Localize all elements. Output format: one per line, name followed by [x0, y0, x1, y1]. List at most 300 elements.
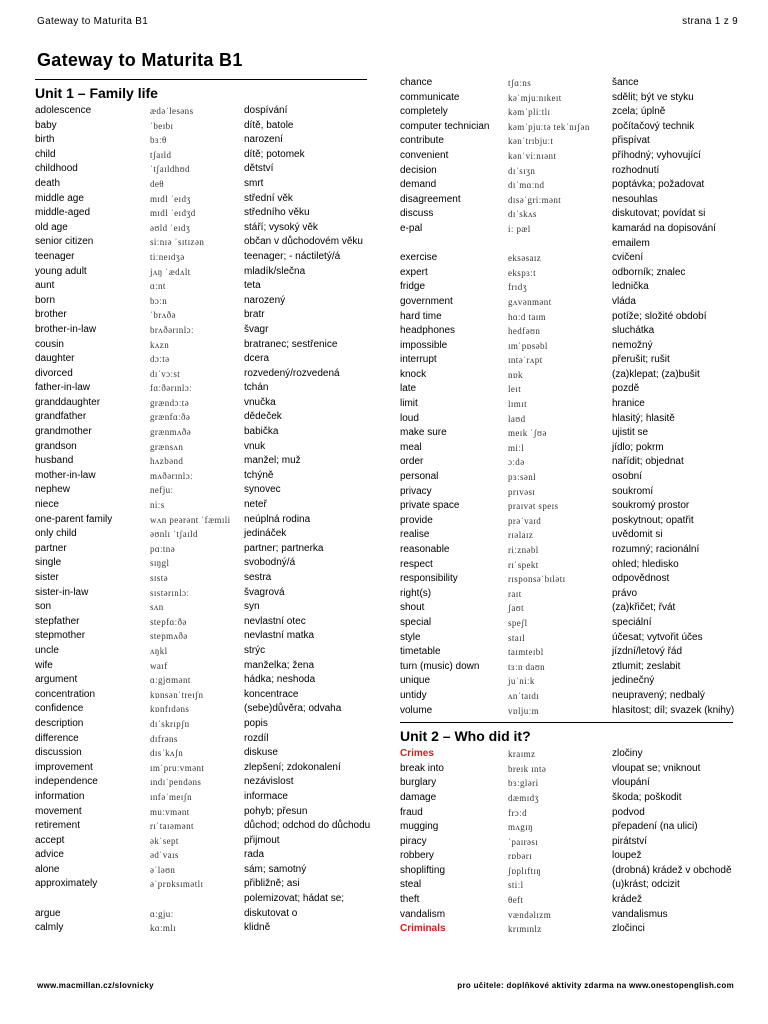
vocab-pronunciation: frɔːd	[508, 807, 527, 818]
vocab-pronunciation: lɪmɪt	[508, 399, 528, 410]
vocab-row	[35, 775, 405, 790]
vocab-pronunciation: dɪˈsɪʒn	[508, 165, 536, 176]
vocab-translation: zločiny	[612, 748, 643, 760]
vocab-row	[35, 892, 405, 907]
vocab-translation: neúplná rodina	[244, 513, 311, 525]
vocab-pronunciation: siːnɪə ˈsɪtɪzən	[150, 237, 205, 248]
vocab-row	[35, 323, 405, 338]
vocab-row	[400, 134, 735, 149]
vocab-row	[35, 732, 405, 747]
vocab-pronunciation: kʌzn	[150, 339, 170, 350]
vocab-pronunciation: ˈbrʌðə	[150, 310, 176, 321]
vocab-row	[35, 629, 405, 644]
vocab-translation: (u)krást; odcizit	[612, 879, 680, 891]
vocab-translation: vandalismus	[612, 908, 668, 920]
vocab-word: government	[400, 295, 453, 307]
vocab-pronunciation: hɑːd taɪm	[508, 311, 547, 322]
vocab-translation: hlasitost; díl; svazek (knihy)	[612, 704, 735, 716]
vocab-word: daughter	[35, 353, 75, 365]
vocab-word: shout	[400, 602, 425, 614]
vocab-pronunciation: muːvmənt	[150, 806, 190, 817]
vocab-row	[400, 368, 735, 383]
vocab-word: adolescence	[35, 105, 92, 116]
vocab-pronunciation: vɒljuːm	[508, 705, 540, 716]
vocab-row	[400, 149, 735, 164]
vocab-pronunciation: ɪmˈpɒsəbl	[508, 340, 548, 351]
vocab-row	[400, 295, 735, 310]
vocab-translation: soukromí	[612, 485, 654, 497]
vocab-pronunciation: ɑːnt	[150, 281, 166, 292]
vocab-row	[35, 454, 405, 469]
vocab-word: decision	[400, 164, 437, 176]
vocab-row	[400, 76, 735, 91]
vocab-translation: polemizovat; hádat se;	[244, 893, 345, 905]
vocab-row	[400, 864, 735, 879]
vocab-row	[400, 704, 735, 719]
vocab-translation: občan v důchodovém věku	[244, 236, 363, 248]
vocab-word: shoplifting	[400, 864, 446, 876]
vocab-word: improvement	[35, 761, 93, 773]
vocab-translation: ujistit se	[612, 427, 649, 439]
vocab-word: concentration	[35, 688, 96, 700]
vocab-word: stepmother	[35, 630, 86, 642]
vocab-word: make sure	[400, 427, 447, 439]
vocab-pronunciation: eksəsaɪz	[508, 253, 542, 264]
vocab-word: communicate	[400, 91, 460, 103]
vocab-pronunciation: kɑːmlɪ	[150, 923, 177, 934]
vocab-translation: diskutovat; povídat si	[612, 208, 706, 220]
vocab-pronunciation: ɪmˈpruːvmənt	[150, 762, 205, 773]
vocab-row	[35, 148, 405, 163]
vocab-pronunciation: mɪdl ˈeɪdʒd	[150, 208, 196, 219]
vocab-word: middle-aged	[35, 207, 91, 219]
vocab-translation: sestra	[244, 572, 272, 583]
vocab-translation: babička	[244, 426, 279, 438]
vocab-row	[35, 381, 405, 396]
unit-heading: Unit 1 – Family life	[35, 79, 367, 101]
vocab-pronunciation: dɪˈmɑːnd	[508, 180, 545, 191]
vocab-row	[35, 790, 405, 805]
vocab-pronunciation: dɪsəˈgriːmənt	[508, 194, 562, 205]
vocab-row	[400, 791, 735, 806]
vocab-row	[35, 542, 405, 557]
vocab-row	[35, 410, 405, 425]
vocab-word: confidence	[35, 703, 84, 715]
vocab-word: convenient	[400, 149, 449, 161]
vocab-translation: tchýně	[244, 469, 274, 481]
vocab-word: fraud	[400, 806, 423, 818]
vocab-translation: (drobná) krádež v obchodě	[612, 864, 732, 876]
vocab-pronunciation: nɒk	[508, 369, 523, 380]
vocab-translation: nemožný	[612, 339, 653, 351]
page-header-title: Gateway to Maturita B1	[37, 16, 149, 27]
vocab-row	[400, 105, 735, 120]
vocab-word: e-pal	[400, 222, 423, 234]
vocab-pronunciation: əʊld ˈeɪdʒ	[150, 222, 191, 233]
vocab-row	[35, 192, 405, 207]
vocab-translation: loupež	[612, 850, 642, 862]
vocab-row	[35, 133, 405, 148]
vocab-translation: popis	[244, 717, 268, 729]
vocab-word: private space	[400, 500, 460, 512]
vocab-row	[35, 688, 405, 703]
vocab-pronunciation: niːs	[150, 500, 165, 511]
vocab-pronunciation: ɑːgjuː	[150, 908, 174, 919]
vocab-word: accept	[35, 834, 65, 846]
vocab-pronunciation: kraɪmz	[508, 749, 536, 760]
vocab-row	[35, 440, 405, 455]
vocab-translation: rozhodnutí	[612, 164, 660, 176]
vocab-word: provide	[400, 514, 433, 526]
vocab-row	[35, 746, 405, 761]
vocab-translation: syn	[244, 601, 260, 613]
vocab-pronunciation: nefjuː	[150, 485, 174, 496]
vocab-pronunciation: dɪfrəns	[150, 733, 178, 744]
vocab-pronunciation: staɪl	[508, 632, 525, 643]
vocab-word: loud	[400, 412, 419, 424]
vocab-pronunciation: ˈbeɪbɪ	[150, 120, 174, 131]
vocab-translation: jedinečný	[612, 675, 655, 687]
vocab-translation: právo	[612, 587, 638, 599]
vocab-list	[400, 747, 735, 937]
vocab-pronunciation: raɪt	[508, 588, 522, 599]
vocab-translation: klidně	[244, 922, 271, 934]
vocab-word: interrupt	[400, 354, 437, 366]
vocab-pronunciation: prɪvəsɪ	[508, 486, 536, 497]
vocab-pronunciation: grænmʌðə	[150, 427, 192, 438]
vocab-word	[35, 892, 150, 907]
vocab-row	[35, 352, 405, 367]
vocab-word: privacy	[400, 485, 432, 497]
vocab-pronunciation: leɪt	[508, 384, 522, 395]
vocab-translation: vnučka	[244, 396, 276, 408]
vocab-pronunciation: kənˈtrɪbjuːt	[508, 136, 554, 147]
vocab-word: sister-in-law	[35, 586, 89, 598]
vocab-row	[400, 412, 735, 427]
vocab-word: movement	[35, 805, 82, 817]
vocab-row	[400, 485, 735, 500]
vocab-pronunciation: stiːl	[508, 880, 524, 891]
vocab-translation: (sebe)důvěra; odvaha	[244, 703, 342, 715]
vocab-translation: hlasitý; hlasitě	[612, 412, 675, 424]
vocab-translation: sluchátka	[612, 325, 655, 337]
vocab-word: order	[400, 456, 424, 468]
vocab-pronunciation: kəˈmjuːnɪkeɪt	[508, 92, 562, 103]
vocab-translation: pirátství	[612, 835, 648, 847]
vocab-pronunciation: dɪˈvɔːst	[150, 368, 181, 379]
vocab-word: Criminals	[400, 923, 446, 935]
vocab-word: Crimes	[400, 748, 434, 760]
vocab-word: steal	[400, 879, 422, 891]
footer-note: pro učitele: doplňkové aktivity zdarma na www.onestopenglish.com	[457, 981, 734, 990]
vocab-pronunciation: krɪmɪnlz	[508, 924, 542, 935]
vocab-pronunciation: əʊnlɪ ˈtʃaɪld	[150, 529, 198, 540]
vocab-word: aunt	[35, 280, 55, 292]
vocab-word: difference	[35, 732, 79, 744]
vocab-word: hard time	[400, 310, 442, 322]
vocab-word: fridge	[400, 281, 426, 293]
vocab-row	[400, 222, 735, 251]
vocab-row	[400, 353, 735, 368]
right-column	[400, 76, 735, 937]
vocab-row	[400, 91, 735, 106]
vocab-row	[35, 206, 405, 221]
vocab-row	[35, 177, 405, 192]
vocab-word: mugging	[400, 821, 439, 833]
vocab-pronunciation: rɒbərɪ	[508, 851, 533, 862]
vocab-row	[400, 543, 735, 558]
vocab-pronunciation: ˈtʃaɪldhʊd	[150, 164, 190, 175]
vocab-translation: střední věk	[244, 192, 293, 204]
vocab-pronunciation: waɪf	[150, 660, 168, 671]
vocab-row	[400, 251, 735, 266]
vocab-translation: důchod; odchod do důchodu	[244, 820, 371, 832]
vocab-list	[35, 104, 405, 936]
vocab-pronunciation: breɪk ɪntə	[508, 763, 547, 774]
vocab-translation: vloupat se; vniknout	[612, 762, 701, 774]
vocab-word: partner	[35, 542, 67, 554]
vocab-row	[35, 717, 405, 732]
vocab-row	[400, 558, 735, 573]
vocab-pronunciation: ɔːdə	[508, 457, 525, 468]
vocab-word: information	[35, 790, 85, 802]
vocab-word: realise	[400, 529, 430, 541]
vocab-pronunciation: pɜːsənl	[508, 472, 537, 483]
vocab-pronunciation: frɪdʒ	[508, 282, 527, 293]
vocab-translation: pozdě	[612, 383, 640, 395]
vocab-row	[35, 834, 405, 849]
vocab-translation: nevlastní matka	[244, 630, 315, 642]
vocab-word: child	[35, 148, 56, 160]
vocab-word: born	[35, 294, 56, 306]
vocab-row	[400, 776, 735, 791]
vocab-row	[400, 193, 735, 208]
vocab-translation: dítě, batole	[244, 119, 294, 131]
vocab-row	[400, 441, 735, 456]
vocab-pronunciation: əkˈsept	[150, 835, 179, 846]
vocab-translation: odpovědnost	[612, 573, 670, 585]
vocab-pronunciation: rɪsponsəˈbɪlətɪ	[508, 574, 566, 585]
vocab-word: late	[400, 383, 417, 395]
vocab-word: approximately	[35, 878, 98, 890]
vocab-pronunciation: dæmɪdʒ	[508, 792, 539, 803]
vocab-pronunciation: sʌn	[150, 602, 164, 613]
vocab-word: single	[35, 557, 62, 569]
vocab-row	[400, 631, 735, 646]
vocab-row	[400, 207, 735, 222]
vocab-word: turn (music) down	[400, 660, 480, 672]
vocab-row	[35, 877, 405, 892]
vocab-pronunciation: iː pæl	[508, 223, 531, 234]
vocab-row	[400, 426, 735, 441]
vocab-translation: přispívat	[612, 135, 650, 147]
vocab-pronunciation: ekspɜːt	[508, 267, 537, 278]
vocab-translation: uvědomit si	[612, 529, 663, 541]
vocab-translation: hádka; neshoda	[244, 674, 316, 686]
vocab-pronunciation: taɪmteɪbl	[508, 647, 544, 658]
vocab-translation: přerušit; rušit	[612, 354, 670, 366]
vocab-word: headphones	[400, 325, 456, 337]
vocab-pronunciation: tʃɑːns	[508, 78, 532, 88]
vocab-word: old age	[35, 221, 68, 233]
vocab-translation: cvičení	[612, 252, 644, 264]
vocab-word: expert	[400, 266, 428, 278]
vocab-translation: dospívání	[244, 105, 288, 116]
vocab-translation: sdělit; být ve styku	[612, 91, 694, 103]
vocab-translation: diskuse	[244, 747, 278, 759]
vocab-word: nephew	[35, 484, 71, 496]
vocab-word: middle age	[35, 192, 84, 204]
vocab-row	[35, 483, 405, 498]
vocab-translation: narozený	[244, 294, 286, 306]
vocab-translation: (za)křičet; řvát	[612, 602, 676, 614]
vocab-pronunciation: ɑːgjʊmənt	[150, 675, 191, 686]
vocab-word: theft	[400, 894, 420, 906]
vocab-word: independence	[35, 776, 98, 788]
vocab-word: demand	[400, 179, 437, 191]
vocab-word: father-in-law	[35, 382, 91, 394]
vocab-row	[35, 221, 405, 236]
vocab-word: contribute	[400, 135, 444, 147]
vocab-translation: nařídit; objednat	[612, 456, 684, 468]
vocab-pronunciation: stepfɑːðə	[150, 616, 187, 627]
vocab-pronunciation: dɔːtə	[150, 354, 170, 365]
vocab-row	[400, 310, 735, 325]
vocab-translation: potíže; složité období	[612, 310, 707, 322]
vocab-word: disagreement	[400, 193, 461, 205]
vocab-translation: škoda; poškodit	[612, 791, 682, 803]
vocab-row	[35, 600, 405, 615]
vocab-row	[400, 499, 735, 514]
vocab-translation: nezávislost	[244, 776, 294, 788]
vocab-list	[400, 76, 735, 718]
vocab-row	[35, 513, 405, 528]
vocab-translation: diskutovat o	[244, 907, 298, 919]
vocab-row	[35, 673, 405, 688]
vocab-row	[400, 572, 735, 587]
vocab-word: childhood	[35, 163, 78, 175]
vocab-translation: ztlumit; zeslabit	[612, 660, 681, 672]
vocab-word: brother	[35, 309, 67, 321]
vocab-word: brother-in-law	[35, 323, 97, 335]
vocab-translation: počítačový technik	[612, 120, 695, 132]
vocab-translation: vnuk	[244, 440, 266, 452]
vocab-word: husband	[35, 455, 74, 467]
vocab-translation: jídlo; pokrm	[612, 441, 664, 453]
vocab-row	[35, 338, 405, 353]
vocab-pronunciation: kɒnsənˈtreɪʃn	[150, 689, 204, 700]
vocab-pronunciation: prəˈvaɪd	[508, 515, 542, 526]
vocab-translation: lednička	[612, 281, 649, 293]
vocab-translation: dcera	[244, 353, 270, 365]
vocab-pronunciation	[150, 892, 244, 907]
vocab-translation: narození	[244, 134, 283, 146]
vocab-pronunciation: meɪk ˈʃʊə	[508, 428, 547, 439]
vocab-row	[35, 162, 405, 177]
vocab-row	[400, 878, 735, 893]
vocab-translation: strýc	[244, 644, 266, 656]
vocab-row	[35, 556, 405, 571]
vocab-translation: synovec	[244, 484, 281, 496]
vocab-word: birth	[35, 134, 55, 146]
vocab-translation: zločinci	[612, 923, 645, 935]
vocab-translation: speciální	[612, 616, 652, 628]
vocab-word: style	[400, 631, 421, 643]
vocab-row	[35, 498, 405, 513]
vocab-word: piracy	[400, 835, 427, 847]
vocab-word: exercise	[400, 252, 438, 264]
vocab-pronunciation: mʌðərɪnlɔː	[150, 470, 193, 481]
vocab-row	[35, 294, 405, 309]
vocab-pronunciation: ʃɒplɪftɪŋ	[508, 865, 542, 876]
unit-heading: Unit 2 – Who did it?	[400, 722, 733, 744]
vocab-word: grandmother	[35, 426, 92, 438]
vocab-row	[400, 514, 735, 529]
vocab-word: alone	[35, 863, 60, 875]
vocab-word: untidy	[400, 689, 427, 701]
vocab-pronunciation: vændəlɪzm	[508, 909, 552, 920]
vocab-row	[400, 762, 735, 777]
vocab-word: son	[35, 601, 52, 613]
vocab-row	[35, 235, 405, 250]
vocab-translation: kamarád na dopisování emailem	[612, 222, 716, 249]
vocab-row	[400, 164, 735, 179]
vocab-pronunciation: kɒnfɪdəns	[150, 704, 190, 715]
vocab-translation: vloupání	[612, 777, 650, 789]
vocab-word: retirement	[35, 820, 81, 832]
vocab-row	[35, 119, 405, 134]
vocab-word: niece	[35, 499, 59, 511]
vocab-row	[400, 849, 735, 864]
vocab-pronunciation: stepmʌðə	[150, 631, 188, 642]
vocab-row	[400, 908, 735, 923]
vocab-translation: krádež	[612, 894, 643, 906]
vocab-translation: nesouhlas	[612, 193, 658, 205]
vocab-translation: (za)klepat; (za)bušit	[612, 368, 700, 380]
vocab-row	[400, 674, 735, 689]
vocab-row	[400, 806, 735, 821]
vocab-pronunciation: laʊd	[508, 413, 526, 424]
vocab-word: impossible	[400, 339, 448, 351]
vocab-translation: soukromý prostor	[612, 500, 690, 512]
vocab-row	[400, 382, 735, 397]
vocab-translation: přijmout	[244, 834, 280, 846]
vocab-translation: švagrová	[244, 586, 285, 598]
vocab-translation: partner; partnerka	[244, 542, 324, 554]
vocab-translation: osobní	[612, 471, 643, 483]
vocab-word: unique	[400, 675, 431, 687]
vocab-translation: šance	[612, 77, 639, 88]
vocab-row	[35, 250, 405, 265]
vocab-word: limit	[400, 398, 418, 410]
vocab-word: calmly	[35, 922, 64, 934]
vocab-row	[35, 805, 405, 820]
vocab-row	[35, 367, 405, 382]
vocab-pronunciation: əˈprɒksɪmətlɪ	[150, 879, 204, 890]
vocab-pronunciation: grænfɑːðə	[150, 412, 191, 423]
vocab-pronunciation: fɑːðərɪnlɔː	[150, 383, 193, 394]
vocab-row	[400, 397, 735, 412]
vocab-word: young adult	[35, 265, 87, 277]
vocab-word: argue	[35, 907, 61, 919]
vocab-pronunciation: rɪəlaɪz	[508, 530, 534, 541]
vocab-translation: odborník; znalec	[612, 266, 686, 278]
vocab-pronunciation: brʌðərɪnlɔː	[150, 324, 194, 335]
vocab-row	[35, 819, 405, 834]
vocab-pronunciation: kənˈviːnɪənt	[508, 150, 557, 161]
vocab-row	[400, 645, 735, 660]
vocab-row	[400, 835, 735, 850]
